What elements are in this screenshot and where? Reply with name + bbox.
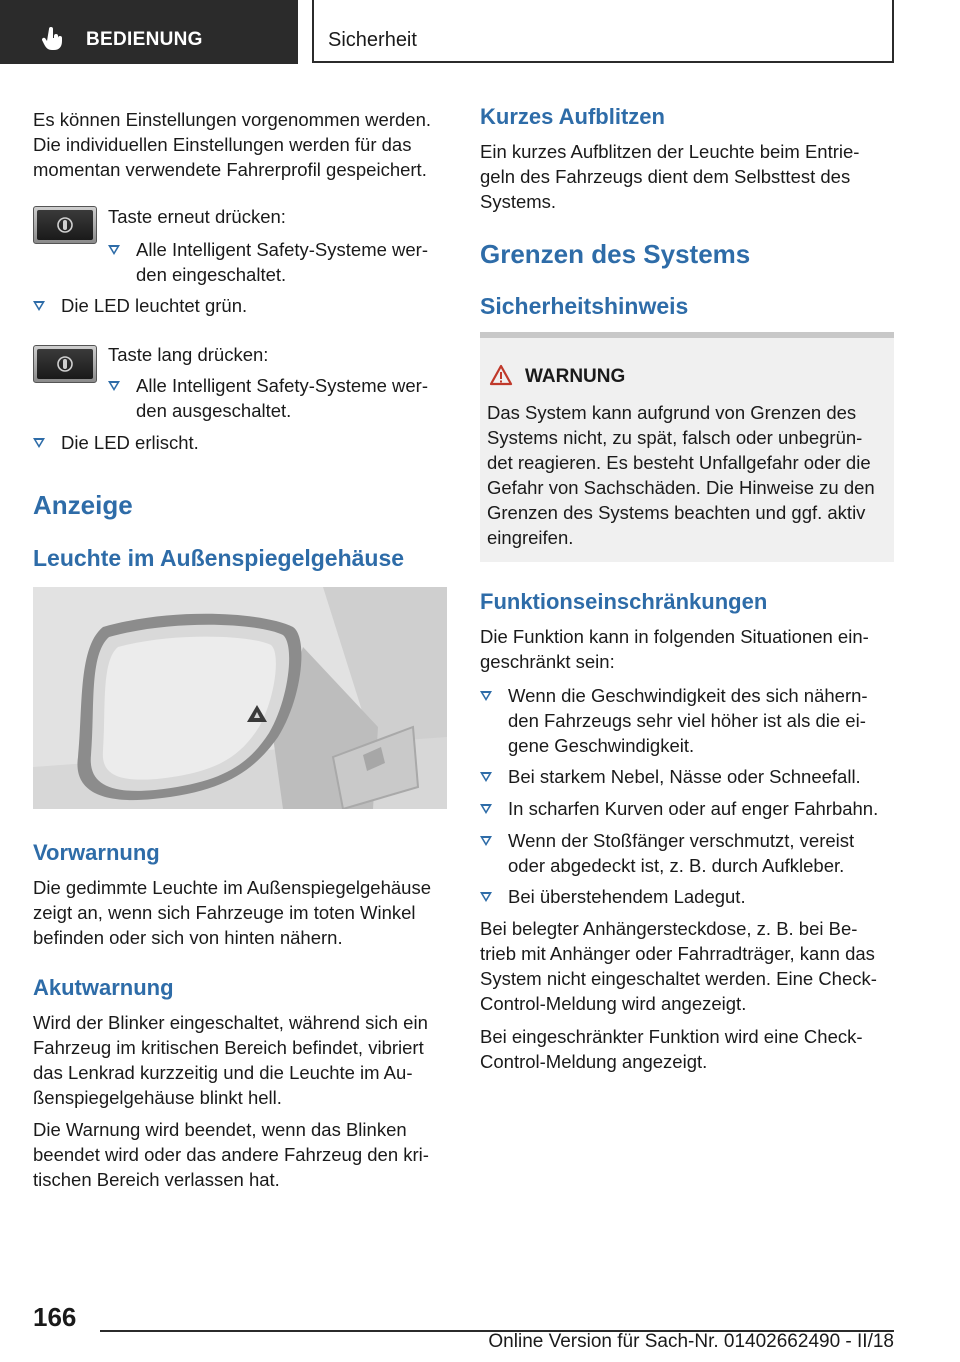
text-line: das Lenkrad kurzzeitig und die Leuchte im Au- bbox=[33, 1062, 413, 1083]
anhaenger-paragraph bbox=[480, 916, 877, 1016]
warning-text bbox=[487, 400, 875, 550]
text-line: Fahrzeug im kritischen Bereich befindet, vibriert bbox=[33, 1037, 424, 1058]
heading-leuchte: Leuchte im Außenspiegelgehäuse bbox=[33, 545, 405, 571]
text-line: oder abgedeckt ist, z. B. durch Aufkleber. bbox=[508, 855, 845, 876]
text-line: Alle Intelligent Safety-Systeme wer- bbox=[136, 375, 429, 396]
bullet-triangle-icon bbox=[480, 836, 492, 846]
mirror-illustration bbox=[33, 587, 447, 809]
intro-paragraph bbox=[33, 107, 431, 182]
warning-triangle-icon bbox=[489, 364, 513, 386]
text-line: Control-Meldung wird angezeigt. bbox=[480, 993, 747, 1014]
text-line: Die individuellen Einstellungen werden für das bbox=[33, 134, 412, 155]
text-line: Alle Intelligent Safety-Systeme wer- bbox=[136, 239, 429, 260]
bullet-triangle-icon bbox=[480, 804, 492, 814]
text-line: ßenspiegelgehäuse blinkt hell. bbox=[33, 1087, 282, 1108]
heading-vorwarnung: Vorwarnung bbox=[33, 840, 160, 865]
bullet-triangle-icon bbox=[108, 381, 120, 391]
safety-button-icon bbox=[56, 213, 74, 237]
akutwarnung-paragraph bbox=[33, 1010, 428, 1110]
safety-button-icon bbox=[56, 352, 74, 376]
heading-funktion: Funktionseinschränkungen bbox=[480, 589, 768, 614]
akutwarnung-end-paragraph bbox=[33, 1117, 429, 1192]
bullet-triangle-icon bbox=[33, 301, 45, 311]
text-line: trieb mit Anhänger oder Fahrradträger, kann das bbox=[480, 943, 875, 964]
text-line: beendet wird oder das andere Fahrzeug den kri- bbox=[33, 1144, 429, 1165]
text-line: den Fahrzeugs sehr viel höher ist als die ei- bbox=[508, 710, 866, 731]
page-number: 166 bbox=[33, 1302, 77, 1332]
heading-hinweis: Sicherheitshinweis bbox=[480, 293, 689, 319]
safety-button-image bbox=[33, 206, 97, 244]
text-line: Die gedimmte Leuchte im Außenspiegelgehäuse bbox=[33, 877, 431, 898]
text-line: zeigt an, wenn sich Fahrzeuge im toten Winkel bbox=[33, 902, 416, 923]
text-line: momentan verwendete Fahrerprofil gespeichert. bbox=[33, 159, 427, 180]
vorwarnung-paragraph bbox=[33, 875, 431, 950]
text-line: Die Funktion kann in folgenden Situationen ein- bbox=[480, 626, 869, 647]
text-line: Es können Einstellungen vorgenommen werden. bbox=[33, 109, 431, 130]
heading-aufblitzen: Kurzes Aufblitzen bbox=[480, 104, 665, 129]
text-line: befinden oder sich von hinten nähern. bbox=[33, 927, 343, 948]
aufblitzen-paragraph bbox=[480, 139, 859, 214]
text-line: System nicht eingeschaltet werden. Eine Check- bbox=[480, 968, 877, 989]
page-header bbox=[0, 0, 960, 66]
hand-pointer-icon bbox=[40, 26, 66, 52]
text-line: Wird der Blinker eingeschaltet, während sich ein bbox=[33, 1012, 428, 1033]
heading-grenzen: Grenzen des Systems bbox=[480, 239, 751, 269]
bullet-triangle-icon bbox=[33, 438, 45, 448]
heading-anzeige: Anzeige bbox=[33, 490, 133, 520]
text-line: gene Geschwindigkeit. bbox=[508, 735, 695, 756]
text-line: Die Warnung wird beendet, wenn das Blinken bbox=[33, 1119, 407, 1140]
text-line: den ausgeschaltet. bbox=[136, 400, 292, 421]
bullet-triangle-icon bbox=[480, 892, 492, 902]
text-line: Control-Meldung angezeigt. bbox=[480, 1051, 708, 1072]
text-line: Das System kann aufgrund von Grenzen des bbox=[487, 402, 857, 423]
chapter-tab[interactable] bbox=[0, 0, 298, 64]
text-line: Systems nicht, zu spät, falsch oder unbegrün- bbox=[487, 427, 863, 448]
text-line: Gefahr von Sachschäden. Die Hinweise zu den bbox=[487, 477, 875, 498]
text-line: eingreifen. bbox=[487, 527, 574, 548]
press-long-text: Taste lang drücken: bbox=[108, 344, 269, 365]
section-tab[interactable] bbox=[312, 0, 894, 63]
text-line: Wenn der Stoßfänger verschmutzt, vereist bbox=[508, 830, 855, 851]
bullet-triangle-icon bbox=[480, 691, 492, 701]
text-line: Bei belegter Anhängersteckdose, z. B. bei Be- bbox=[480, 918, 858, 939]
text-line: det reagieren. Es besteht Unfallgefahr oder die bbox=[487, 452, 871, 473]
warning-title: WARNUNG bbox=[525, 366, 626, 387]
eingeschraenkt-paragraph bbox=[480, 1024, 863, 1074]
bullet-triangle-icon bbox=[480, 772, 492, 782]
text-line: den eingeschaltet. bbox=[136, 264, 287, 285]
text-line: tischen Bereich verlassen hat. bbox=[33, 1169, 280, 1190]
text-line: Grenzen des Systems beachten und ggf. aktiv bbox=[487, 502, 866, 523]
text-line: geschränkt sein: bbox=[480, 651, 615, 672]
press-again-text: Taste erneut drücken: bbox=[108, 206, 286, 227]
text-line: Wenn die Geschwindigkeit des sich nähern- bbox=[508, 685, 868, 706]
text-line: Systems. bbox=[480, 191, 557, 212]
online-version-text: Online Version für Sach-Nr. 01402662490 - II/18 bbox=[488, 1331, 894, 1352]
safety-button-image bbox=[33, 345, 97, 383]
warning-box bbox=[480, 332, 894, 562]
chapter-tab-label: BEDIENUNG bbox=[86, 29, 203, 50]
bullet-triangle-icon bbox=[108, 245, 120, 255]
text-line: geln des Fahrzeugs dient dem Selbsttest des bbox=[480, 166, 851, 187]
funktion-intro bbox=[480, 624, 869, 674]
text-line: Ein kurzes Aufblitzen der Leuchte beim Entrie- bbox=[480, 141, 860, 162]
heading-akutwarnung: Akutwarnung bbox=[33, 975, 174, 1000]
section-tab-label: Sicherheit bbox=[328, 29, 417, 51]
mirror-photo bbox=[33, 587, 447, 809]
text-line: Bei eingeschränkter Funktion wird eine Check- bbox=[480, 1026, 863, 1047]
